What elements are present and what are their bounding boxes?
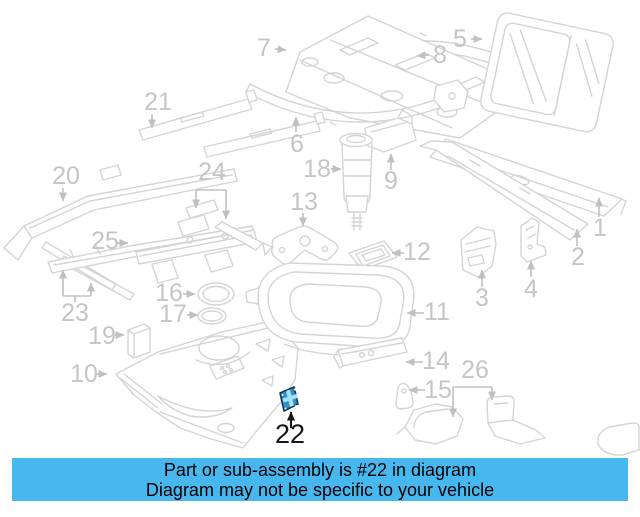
callout-label-15: 15 [424, 376, 452, 404]
callout-label-6: 6 [290, 130, 304, 158]
callout-label-3: 3 [475, 284, 489, 312]
callout-label-12: 12 [403, 238, 431, 266]
callout-label-26: 26 [461, 356, 489, 384]
part-sketch-bracket-9b [434, 80, 468, 112]
banner-line-2: Diagram may not be specific to your vehicle [145, 479, 495, 500]
callout-label-8: 8 [433, 41, 447, 69]
callout-label-22-highlighted: 22 [274, 419, 306, 449]
callout-label-24: 24 [198, 158, 226, 186]
callout-label-23: 23 [61, 299, 89, 327]
callout-label-21: 21 [144, 88, 172, 116]
part-sketch-bracket-3 [461, 227, 496, 277]
part-sketch-ring-17 [198, 308, 226, 324]
callout-label-20: 20 [52, 162, 80, 190]
callout-label-4: 4 [524, 275, 538, 303]
info-banner [12, 458, 628, 501]
callout-label-1: 1 [593, 214, 607, 242]
part-sketch-ring-16 [198, 283, 234, 305]
callout-label-9: 9 [384, 167, 398, 195]
part-sketch-bracket-15 [396, 383, 413, 409]
callout-arrow-7 [275, 49, 286, 50]
callout-label-7: 7 [257, 34, 271, 62]
callout-bracket-26 [453, 387, 492, 417]
banner-line-1: Part or sub-assembly is #22 in diagram [163, 459, 477, 480]
callout-label-13: 13 [290, 188, 318, 216]
part-sketch-shield-extra [598, 423, 639, 455]
callout-label-16: 16 [155, 279, 183, 307]
callout-label-5: 5 [453, 25, 467, 53]
callout-label-2: 2 [571, 243, 585, 271]
callout-label-11: 11 [424, 298, 450, 326]
callout-label-10: 10 [70, 360, 98, 388]
part-sketch-bracket-13 [272, 226, 338, 264]
callout-label-25: 25 [91, 227, 119, 255]
callout-label-17: 17 [159, 300, 187, 328]
callout-label-19: 19 [88, 322, 116, 350]
part-sketch-bracket-19 [128, 324, 150, 358]
part-sketch-bracket-4 [521, 218, 546, 262]
callout-label-14: 14 [422, 347, 450, 375]
part-sketch-crossmember-25 [136, 215, 257, 283]
callout-label-18: 18 [303, 155, 331, 183]
part-sketch-damper-18 [340, 134, 372, 231]
callout-arrow-8 [417, 55, 429, 56]
part-sketch-panel-5 [479, 11, 615, 133]
part-sketch-shield-26b [487, 396, 545, 444]
